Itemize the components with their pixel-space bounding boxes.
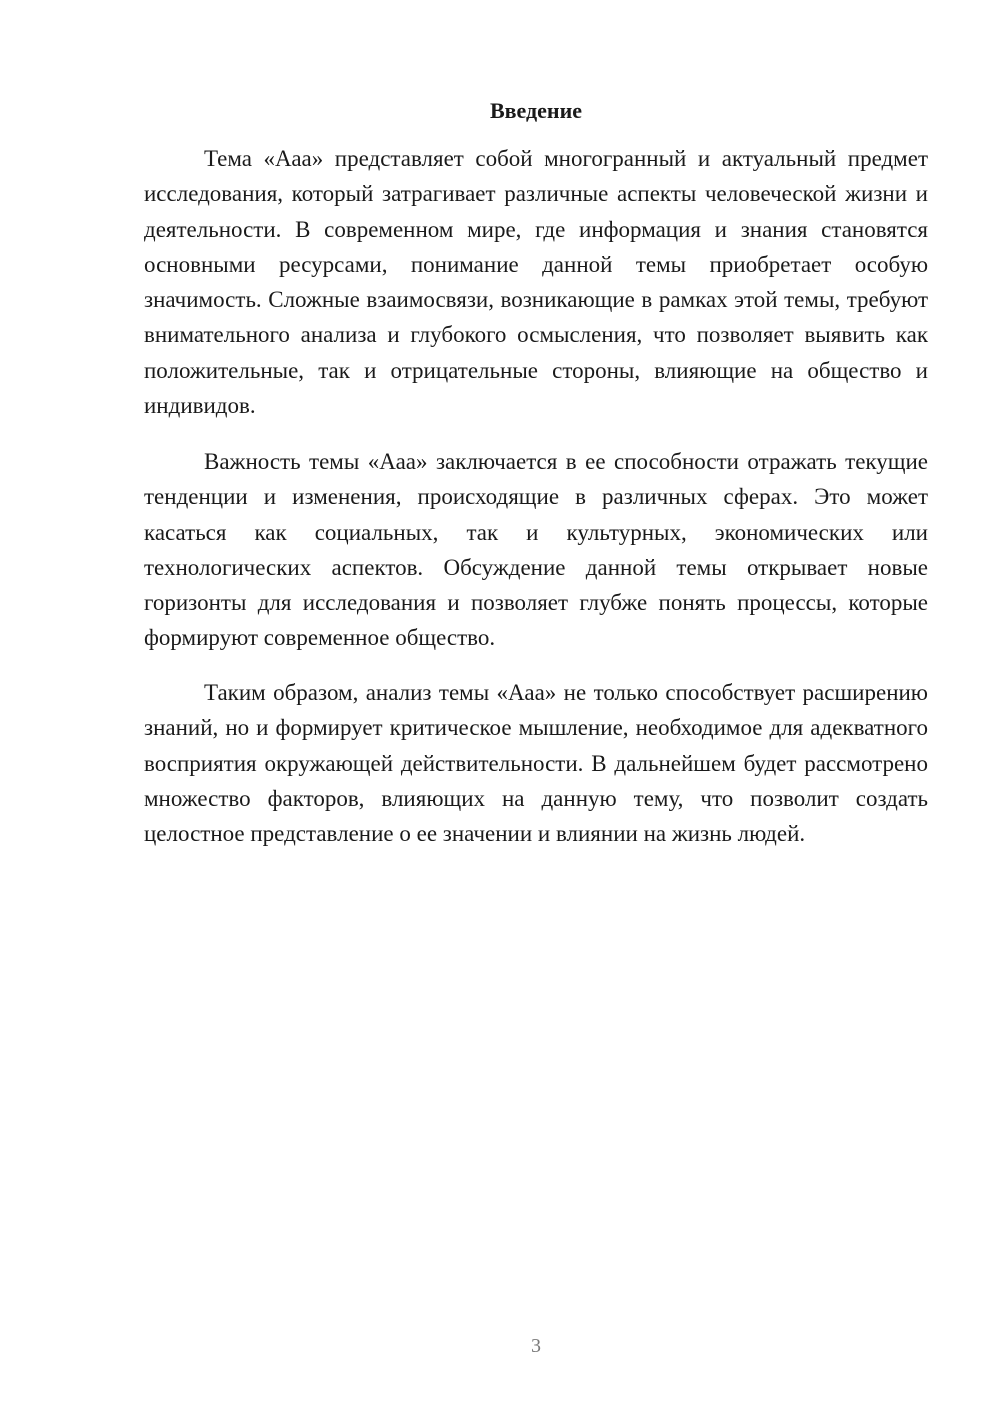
section-heading: Введение <box>489 98 583 123</box>
paragraph-2: Важность темы «Ааа» заключается в ее способности отражать текущие тенденции и изменения, происходящие в различных сферах. Это может касаться как социальных, так и культурных, экономических или технологических аспектов. Обсуждение данной темы открывает новые горизонты для исследования и позволяет глубже понять процессы, которые формируют современное общество. <box>144 449 928 651</box>
paragraph-3: Таким образом, анализ темы «Ааа» не только способствует расширению знаний, но и формирует критическое мышление, необходимое для адекватного восприятия окружающей действительности. В дальнейшем будет рассмотрено множество факторов, влияющих на данную тему, что позволит создать целостное представление о ее значении и влиянии на жизнь людей. <box>144 680 928 847</box>
page-number: 3 <box>531 1335 541 1357</box>
paragraph-1: Тема «Ааа» представляет собой многогранный и актуальный предмет исследования, который затрагивает различные аспекты человеческой жизни и деятельности. В современном мире, где информация и знания становятся основными ресурсами, понимание данной темы приобретает особую значимость. Сложные взаимосвязи, возникающие в рамках этой темы, требуют внимательного анализа и глубокого осмысления, что позволяет выявить как положительные, так и отрицательные стороны, влияющие на общество и индивидов. <box>144 146 928 419</box>
